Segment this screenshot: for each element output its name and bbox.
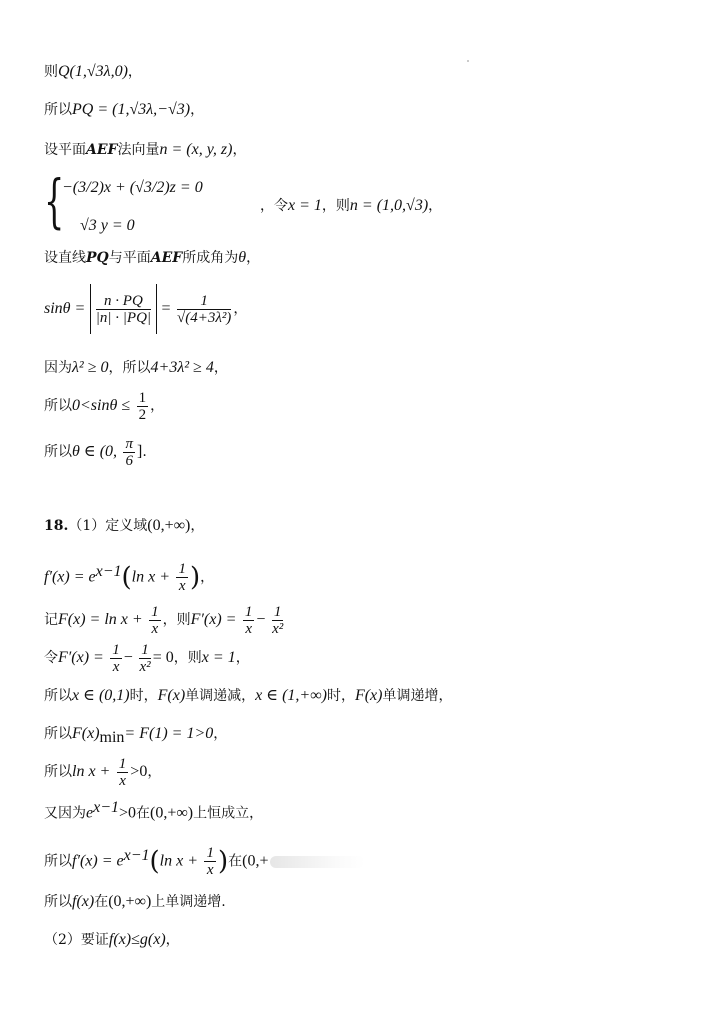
- line-q18-domain: [44, 516, 204, 536]
- line-lambda-ineq: [44, 358, 228, 378]
- text: 设直线: [44, 250, 86, 266]
- denominator: x: [119, 772, 126, 789]
- system-eq2: [80, 216, 135, 236]
- text: 所以: [44, 764, 72, 780]
- fraction: [204, 845, 216, 878]
- text: 记: [44, 612, 58, 628]
- math-expr: x ∈ (0,1): [72, 687, 130, 704]
- math-expr: f′(x) = e: [44, 568, 96, 586]
- text: ，则: [173, 650, 202, 666]
- line-monotonic: [44, 686, 452, 706]
- punct: ，: [235, 650, 250, 666]
- smudge-mark: [270, 856, 365, 868]
- text: ，则: [321, 198, 350, 214]
- text: 在: [228, 853, 243, 870]
- punct: ，: [150, 398, 165, 414]
- text: ，所以: [108, 360, 151, 376]
- text: 又因为: [44, 805, 86, 822]
- punct: ，: [190, 102, 205, 118]
- text: 在: [136, 805, 151, 822]
- math-expr: f(x)≤g(x): [108, 931, 166, 948]
- denominator: |n| · |PQ|: [95, 309, 152, 326]
- line-f-prime-positive: 所以$f'(x) = e^{x-1}(\ln$ x + $\frac{1}{x}$ )在(0,+: [44, 836, 365, 876]
- abs-fraction: [90, 284, 157, 334]
- numerator: n · PQ: [96, 293, 151, 310]
- math-expr: sinθ =: [44, 300, 86, 317]
- line-sin-theta: [44, 284, 247, 334]
- line-angle-def: [44, 248, 260, 268]
- math-expr: = F(1) = 1>0: [124, 725, 214, 742]
- math-expr: (0,+∞): [108, 893, 152, 910]
- text: 时，: [326, 688, 355, 704]
- numerator: 1: [206, 845, 214, 862]
- line-normal-vector: [44, 140, 246, 160]
- math-expr: x = 1: [201, 649, 236, 666]
- math-expr: ln x +: [72, 763, 111, 780]
- plane-name: AEF: [86, 142, 118, 158]
- math-expr: ln x +: [159, 852, 199, 870]
- text: 令: [44, 650, 58, 666]
- text: 所以: [44, 726, 72, 742]
- fraction: [272, 604, 284, 637]
- exponent: x−1: [93, 799, 120, 816]
- math-expr: x = 1: [288, 197, 322, 214]
- math-expr: >0: [119, 804, 137, 822]
- fraction: [123, 436, 135, 469]
- fraction: [139, 642, 151, 675]
- text: 单调递减，: [185, 688, 256, 704]
- line-F-def: [44, 602, 285, 638]
- numerator: 1: [273, 603, 282, 620]
- math-expr: (0,+∞): [147, 517, 191, 534]
- text: 时，: [129, 688, 158, 704]
- line-F-min: [44, 724, 227, 748]
- math-expr: PQ = (1,√3λ,−√3): [72, 101, 191, 118]
- text: 上恒成立，: [193, 805, 264, 822]
- text: 所以: [44, 894, 72, 910]
- denominator: x: [151, 620, 159, 637]
- text: ，令: [260, 198, 288, 214]
- denominator: x²: [272, 620, 284, 637]
- punct: ，: [246, 250, 261, 266]
- math-expr: = 0: [152, 649, 174, 666]
- line-q-point: [44, 62, 142, 82]
- subscript: min: [99, 728, 125, 746]
- math-expr: Q(1,√3λ,0): [58, 63, 128, 80]
- line-theta-range: [44, 432, 147, 472]
- text: 与平面: [108, 250, 151, 266]
- text: 所成角为: [182, 250, 239, 266]
- line-name: PQ: [86, 250, 109, 266]
- equation: √3 y = 0: [80, 217, 135, 234]
- line-f-prime: $f'(x) = e^{x-1}(\ln$ x + $\frac{1}{x}$ )，: [44, 561, 215, 595]
- theta: θ: [238, 249, 247, 266]
- punct: ，: [165, 932, 180, 948]
- math-expr: 0<sinθ ≤: [72, 397, 131, 414]
- punct: ，: [428, 198, 443, 214]
- text: 在: [94, 894, 109, 910]
- fraction: [117, 756, 129, 789]
- text: 所以: [44, 444, 72, 460]
- line-F-zero: [44, 640, 250, 676]
- punct: ，: [213, 726, 228, 742]
- text: 则: [44, 64, 58, 80]
- fraction: [176, 561, 188, 594]
- numerator: π: [125, 435, 133, 452]
- fraction: [110, 642, 122, 675]
- punct: ，: [213, 360, 228, 376]
- math-expr: ln x +: [131, 568, 171, 586]
- text: 上单调递增.: [151, 894, 226, 910]
- numerator: 1: [112, 641, 120, 658]
- numerator: 1: [118, 755, 127, 772]
- denominator: x²: [139, 658, 151, 675]
- punct: ，: [147, 764, 162, 780]
- equals: =: [161, 300, 171, 317]
- numerator: 1: [177, 293, 231, 310]
- text: （2）要证: [44, 932, 109, 948]
- denominator: x: [112, 658, 120, 675]
- line-part2: [44, 930, 180, 950]
- exponent: x−1: [95, 563, 122, 580]
- math-expr: F′(x) =: [190, 611, 237, 628]
- punct: ，: [127, 64, 142, 80]
- math-expr: f′(x) = e: [72, 852, 124, 870]
- text: 设平面: [44, 142, 86, 158]
- numerator: 1: [244, 603, 253, 620]
- exponent: x−1: [123, 847, 150, 864]
- math-expr: e: [86, 804, 94, 822]
- punct: .: [142, 444, 147, 460]
- text: 所以: [44, 853, 72, 870]
- math-expr: >0: [130, 763, 148, 780]
- text: ，则: [162, 612, 191, 628]
- line-sin-range: [44, 386, 164, 426]
- math-expr: θ ∈ (0,: [72, 443, 118, 460]
- punct: ，: [190, 518, 205, 534]
- numerator: 1: [151, 603, 159, 620]
- math-expr: 4+3λ² ≥ 4: [150, 359, 214, 376]
- system-eq1: [62, 178, 203, 198]
- minus: −: [256, 611, 266, 628]
- math-expr: λ² ≥ 0: [72, 359, 109, 376]
- line-exp-positive: [44, 798, 263, 824]
- text: 所以: [44, 688, 72, 704]
- math-expr: F(x): [157, 687, 186, 704]
- stray-dot: [467, 60, 469, 62]
- math-expr: F′(x) =: [58, 649, 104, 666]
- denominator: 2: [138, 406, 147, 423]
- denominator: x: [178, 578, 186, 595]
- text: 所以: [44, 398, 72, 414]
- fraction: [96, 293, 151, 326]
- punct: ，: [233, 301, 248, 317]
- math-expr: (0,+∞): [150, 804, 194, 822]
- denominator: x: [206, 862, 214, 879]
- system-brace: {: [44, 167, 65, 235]
- minus: −: [123, 649, 133, 666]
- question-number: 18.: [44, 518, 69, 534]
- punct: ，: [200, 569, 215, 586]
- text: （1）定义域: [68, 518, 148, 534]
- line-lnx-positive: [44, 752, 161, 792]
- plane-name: AEF: [150, 250, 183, 266]
- fraction: [149, 604, 161, 637]
- numerator: 1: [178, 561, 186, 578]
- text: 因为: [44, 360, 72, 376]
- math-expr: n = (1,0,√3): [349, 197, 429, 214]
- fraction: [137, 390, 149, 423]
- math-expr: x ∈ (1,+∞): [255, 687, 327, 704]
- denominator: √(4+3λ²): [176, 309, 232, 326]
- denominator: 6: [125, 452, 133, 469]
- equation: −(3/2)x + (√3/2)z = 0: [62, 179, 203, 196]
- fraction: [243, 604, 255, 637]
- text: 法向量: [117, 142, 160, 158]
- text: 单调递增，: [382, 688, 453, 704]
- numerator: 1: [138, 389, 147, 406]
- line-f-increasing: [44, 892, 226, 912]
- line-pq-vector: [44, 100, 204, 120]
- math-expr: n = (x, y, z): [159, 141, 233, 158]
- math-expr: F(x): [354, 687, 383, 704]
- numerator: 1: [141, 641, 149, 658]
- math-expr: F(x): [72, 725, 100, 742]
- fraction: [177, 293, 231, 326]
- bracket: ]: [137, 443, 143, 460]
- math-expr: (0,+: [242, 852, 269, 870]
- line-let-x: [260, 196, 442, 216]
- math-expr: F(x) = ln x +: [58, 611, 143, 628]
- text: 所以: [44, 102, 72, 118]
- punct: ，: [232, 142, 247, 158]
- math-expr: f(x): [72, 893, 95, 910]
- denominator: x: [245, 620, 252, 637]
